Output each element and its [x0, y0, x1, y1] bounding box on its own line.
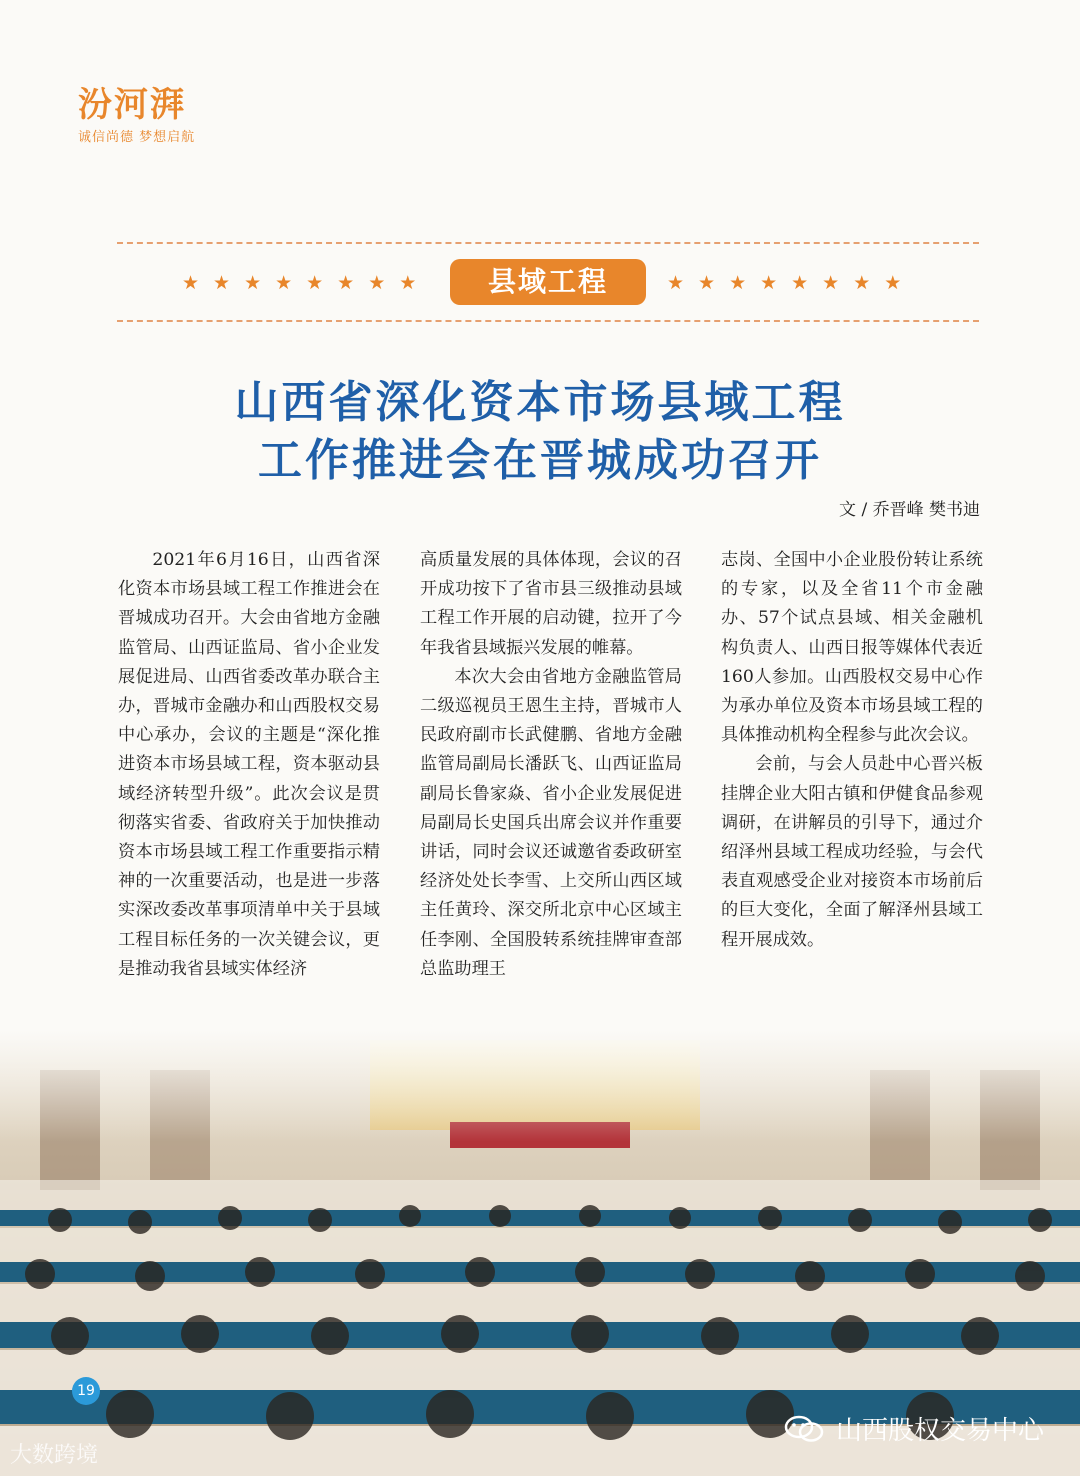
divider-top — [117, 242, 979, 244]
magazine-name: 汾河湃 — [78, 85, 186, 125]
watermark-right — [784, 1410, 1044, 1447]
paragraph: 高质量发展的具体体现，会议的召开成功按下了省市县三级推动县域工程工作开展的启动键，拉开了今年我省县域振兴发展的帷幕。 — [420, 550, 682, 658]
divider-bottom — [117, 320, 979, 322]
article-column-2 — [420, 546, 682, 984]
stars-right: ★★★★★★★★ — [667, 272, 916, 294]
section-tag: 县域工程 — [450, 259, 646, 305]
stars-left: ★★★★★★★★ — [182, 272, 431, 294]
wechat-icon — [784, 1415, 824, 1443]
paragraph: 2021年6月16日，山西省深化资本市场县域工程工作推进会在晋城成功召开。大会由省地方金融监管局、山西证监局、省小企业发展促进局、山西省委改革办联合主办，晋城市金融办和山西股权交易中心承办，会议的主题是“深化推进资本市场县域工程，资本驱动县域经济转型升级”。此次会议是贯彻落实省委、省政府关于加快推动资本市场县域工程工作重要指示精神的一次重要活动，也是进一步落实深改委改革事项清单中关于县域工程目标任务的一次关键会议，更是推动我省县域实体经济 — [118, 550, 380, 979]
article-column-1 — [118, 546, 380, 984]
article-title-line1: 山西省深化资本市场县域工程 — [234, 377, 846, 428]
watermark-right-text: 山西股权交易中心 — [835, 1416, 1044, 1446]
paragraph: 会前，与会人员赴中心晋兴板挂牌企业大阳古镇和伊健食品参观调研，在讲解员的引导下，通过介绍泽州县域工程成功经验，与会代表直观感受企业对接资本市场前后的巨大变化，全面了解泽州县域工程开展成效。 — [721, 754, 983, 950]
watermark-left: 大数跨境 — [10, 1443, 99, 1468]
magazine-logo — [78, 86, 195, 145]
article-column-3 — [721, 546, 983, 955]
page-number: 19 — [72, 1377, 100, 1405]
article-title-line2: 工作推进会在晋城成功召开 — [258, 435, 822, 486]
magazine-slogan: 诚信尚德 梦想启航 — [78, 130, 196, 145]
article-byline: 文 / 乔晋峰 樊书迪 — [839, 500, 980, 520]
paragraph: 志岗、全国中小企业股份转让系统的专家，以及全省11个市金融办、57个试点县域、相关金融机构负责人、山西日报等媒体代表近160人参加。山西股权交易中心作为承办单位及资本市场县域工程的具体推动机构全程参与此次会议。 — [721, 550, 983, 746]
paragraph: 本次大会由省地方金融监管局二级巡视员王恩生主持，晋城市人民政府副市长武健鹏、省地方金融监管局副局长潘跃飞、山西证监局副局长鲁家焱、省小企业发展促进局副局长史国兵出席会议并作重要讲话，同时会议还诚邀省委政研室经济处处长李雪、上交所山西区域主任黄玲、深交所北京中心区域主任李刚、全国股转系统挂牌审查部总监助理王 — [420, 666, 682, 979]
